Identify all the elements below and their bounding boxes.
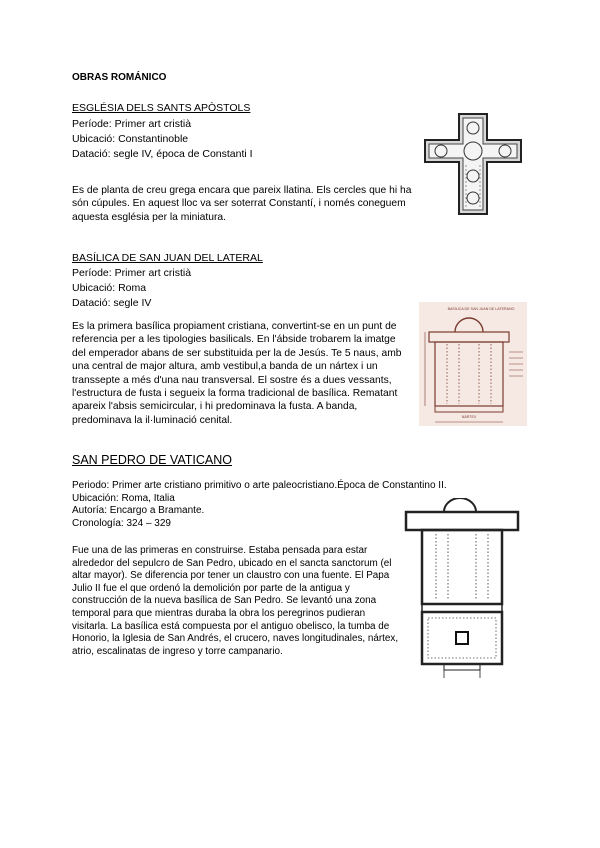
section-meta-lateran — [72, 266, 191, 311]
section-meta-apostols — [72, 117, 253, 162]
meta-location: Ubicació: Roma — [72, 282, 147, 294]
section-body-vatican: Fue una de las primeras en construirse. Estaba pensada para estar alrededor del sepulcro de San Pedro, ubicado en el sancta sanctorum (el altar mayor). Se diferencia por tener un claustro con una fuente. El Papa Julio II fue el que ordenó la demolición por parte de la antigua y construcción de la nueva basílica de San Pedro. Se levantó una zona temporal para que mientras duraba la obra los peregrinos pudieran visitarla. La basílica está compuesta por el antiguo obelisco, la tumba de Honorio, la Iglesia de San Andrés, el crucero, naves longitudinales, nártex, atrio, escalinatas de ingreso y torre campanario. — [72, 545, 399, 657]
meta-period: Període: Primer art cristià — [72, 118, 192, 130]
figure-label: NÁRTEX — [461, 415, 477, 419]
meta-period: Període: Primer art cristià — [72, 267, 192, 279]
section-heading-lateran: BASÍLICA DE SAN JUAN DEL LATERAL — [72, 252, 263, 264]
section-body-apostols: Es de planta de creu grega encara que pareix llatina. Els cercles que hi ha són cúpules. En aquest lloc va ser soterrat Constantí, i només coneguem aquesta església per la miniatura. — [72, 185, 412, 223]
section-heading-apostols: ESGLÉSIA DELS SANTS APÒSTOLS — [72, 102, 251, 114]
lateran-plan-figure — [419, 302, 527, 426]
meta-period: Periodo: Primer arte cristiano primitivo o arte paleocristiano.Época de Constantino II. — [72, 480, 447, 491]
figure-caption: BASILICA DE SAN JUAN DE LATERANO — [447, 307, 515, 311]
section-heading-vatican: SAN PEDRO DE VATICANO — [72, 453, 232, 467]
meta-location: Ubicación: Roma, Italia — [72, 492, 175, 504]
meta-location: Ubicació: Constantinoble — [72, 133, 189, 145]
page-title: OBRAS ROMÁNICO — [72, 72, 167, 83]
meta-chronology: Cronología: 324 – 329 — [72, 517, 171, 529]
apostols-plan-figure — [419, 110, 527, 218]
vatican-plan-figure — [404, 498, 520, 682]
meta-author: Autoría: Encargo a Bramante. — [72, 505, 205, 517]
section-meta-vatican — [72, 480, 447, 530]
meta-date: Datació: segle IV — [72, 297, 152, 309]
meta-date: Datació: segle IV, época de Constanti I — [72, 148, 253, 160]
section-body-lateran: Es la primera basílica propiament cristiana, convertint-se en un punt de referencia per a les tipologies basilicals. En l'ábside trobarem la imatge del emperador abans de ser substituida per la de Jesús. Te 5 naus, amb una central de major altura, amb vestibul,a banda de un nártex i un transsepte a més d'una nau transversal. El sostre és a dues vessants, l'estructura de fusta i segueix la forma tradicional de basílica. Rematant apareix l'absis semicircular, i hi predominava la fusta. A banda, predominava la il·luminació cenital. — [72, 321, 402, 426]
